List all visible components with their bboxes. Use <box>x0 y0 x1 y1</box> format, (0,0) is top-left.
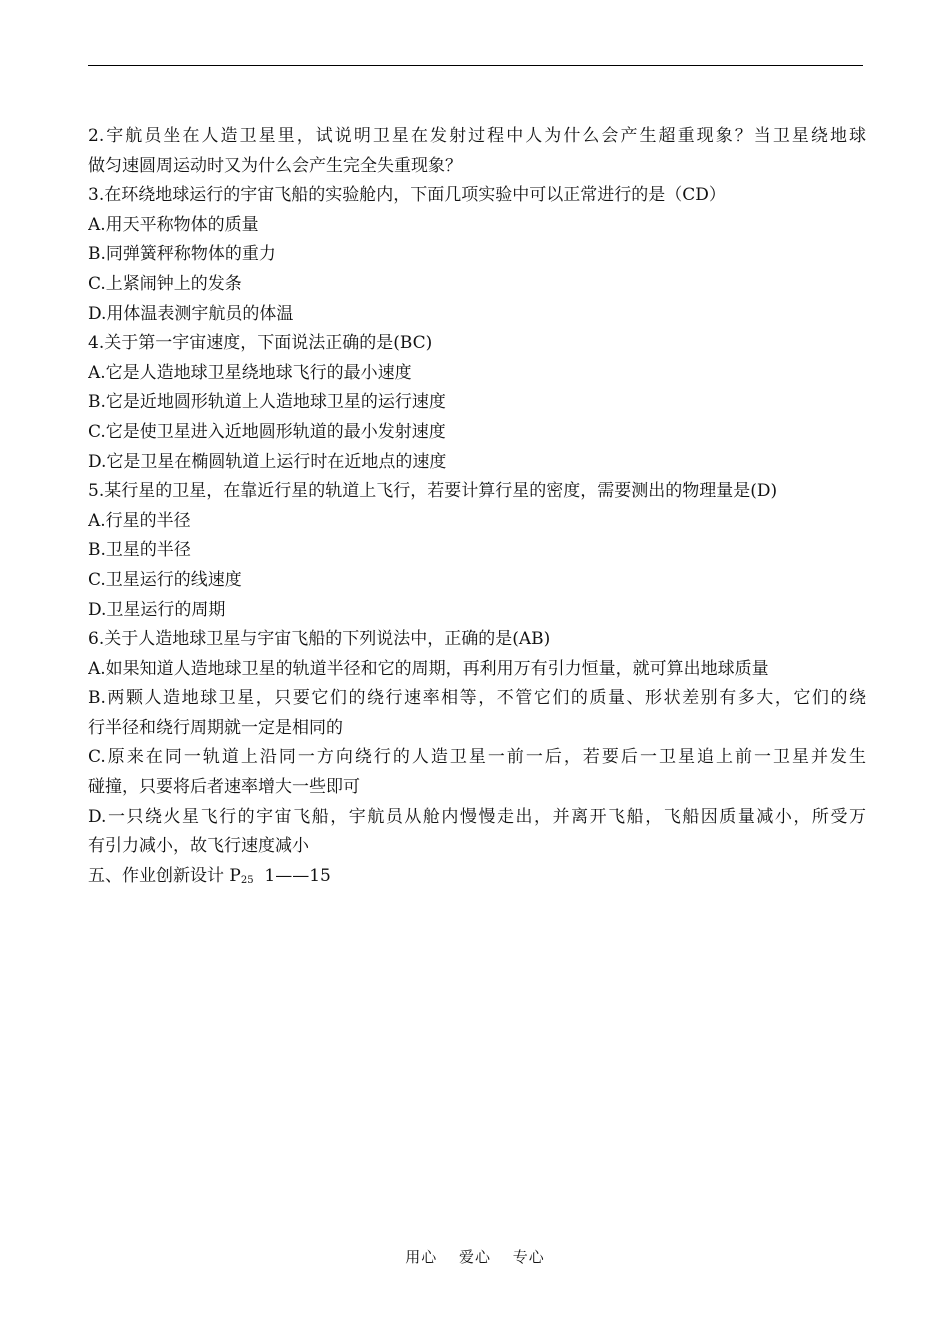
header-rule <box>88 65 863 66</box>
page-footer <box>0 1246 950 1267</box>
footer-word-1: 用心 <box>405 1248 438 1266</box>
q3-option-d: D.用体温表测宇航员的体温 <box>88 303 294 324</box>
homework-prefix: 五、作业创新设计 P <box>88 865 241 886</box>
q6-option-c-line-2: 碰撞，只要将后者速率增大一些即可 <box>88 777 360 798</box>
q3-option-a: A.用天平称物体的质量 <box>88 214 259 235</box>
q6-option-a: A.如果知道人造地球卫星的轨道半径和它的周期，再利用万有引力恒量，就可算出地球质量 <box>88 658 769 679</box>
q6-option-b-line-2: 行半径和绕行周期就一定是相同的 <box>88 717 343 738</box>
q3-option-c: C.上紧闹钟上的发条 <box>88 273 242 294</box>
q2-line-1: 2.宇航员坐在人造卫星里，试说明卫星在发射过程中人为什么会产生超重现象？当卫星绕地球 <box>88 126 866 146</box>
q6-stem: 6.关于人造地球卫星与宇宙飞船的下列说法中，正确的是(AB) <box>88 629 551 650</box>
footer-word-2: 爱心 <box>458 1248 491 1266</box>
q6-option-b-line-1: B.两颗人造地球卫星，只要它们的绕行速率相等，不管它们的质量、形状差别有多大，它们的绕 <box>88 688 866 709</box>
footer-word-3: 专心 <box>512 1248 545 1266</box>
q2-line-2: 做匀速圆周运动时又为什么会产生完全失重现象？ <box>88 155 462 176</box>
q5-option-a: A.行星的半径 <box>88 510 191 531</box>
document-body <box>88 122 866 891</box>
q4-option-d: D.它是卫星在椭圆轨道上运行时在近地点的速度 <box>88 451 447 472</box>
q4-option-c: C.它是使卫星进入近地圆形轨道的最小发射速度 <box>88 421 446 442</box>
q4-stem: 4.关于第一宇宙速度，下面说法正确的是(BC) <box>88 333 433 354</box>
q4-option-a: A.它是人造地球卫星绕地球飞行的最小速度 <box>88 362 412 383</box>
q3-option-b: B.同弹簧秤称物体的重力 <box>88 244 276 265</box>
q6-option-d-line-1: D.一只绕火星飞行的宇宙飞船，宇航员从舱内慢慢走出，并离开飞船，飞船因质量减小，所受万 <box>88 806 866 827</box>
q5-option-c: C.卫星运行的线速度 <box>88 569 242 590</box>
q5-option-b: B.卫星的半径 <box>88 540 191 561</box>
homework-page-subscript: 25 <box>240 874 254 886</box>
q5-stem: 5.某行星的卫星，在靠近行星的轨道上飞行，若要计算行星的密度，需要测出的物理量是(D) <box>88 481 778 502</box>
homework-line <box>88 862 866 892</box>
q6-option-d-line-2: 有引力减小，故飞行速度减小 <box>88 836 309 857</box>
homework-range: 1——15 <box>253 865 331 886</box>
q6-option-c-line-1: C.原来在同一轨道上沿同一方向绕行的人造卫星一前一后，若要后一卫星追上前一卫星并发生 <box>88 747 866 768</box>
q4-option-b: B.它是近地圆形轨道上人造地球卫星的运行速度 <box>88 392 446 413</box>
q3-stem: 3.在环绕地球运行的宇宙飞船的实验舱内，下面几项实验中可以正常进行的是（CD） <box>88 185 726 206</box>
q5-option-d: D.卫星运行的周期 <box>88 599 226 620</box>
